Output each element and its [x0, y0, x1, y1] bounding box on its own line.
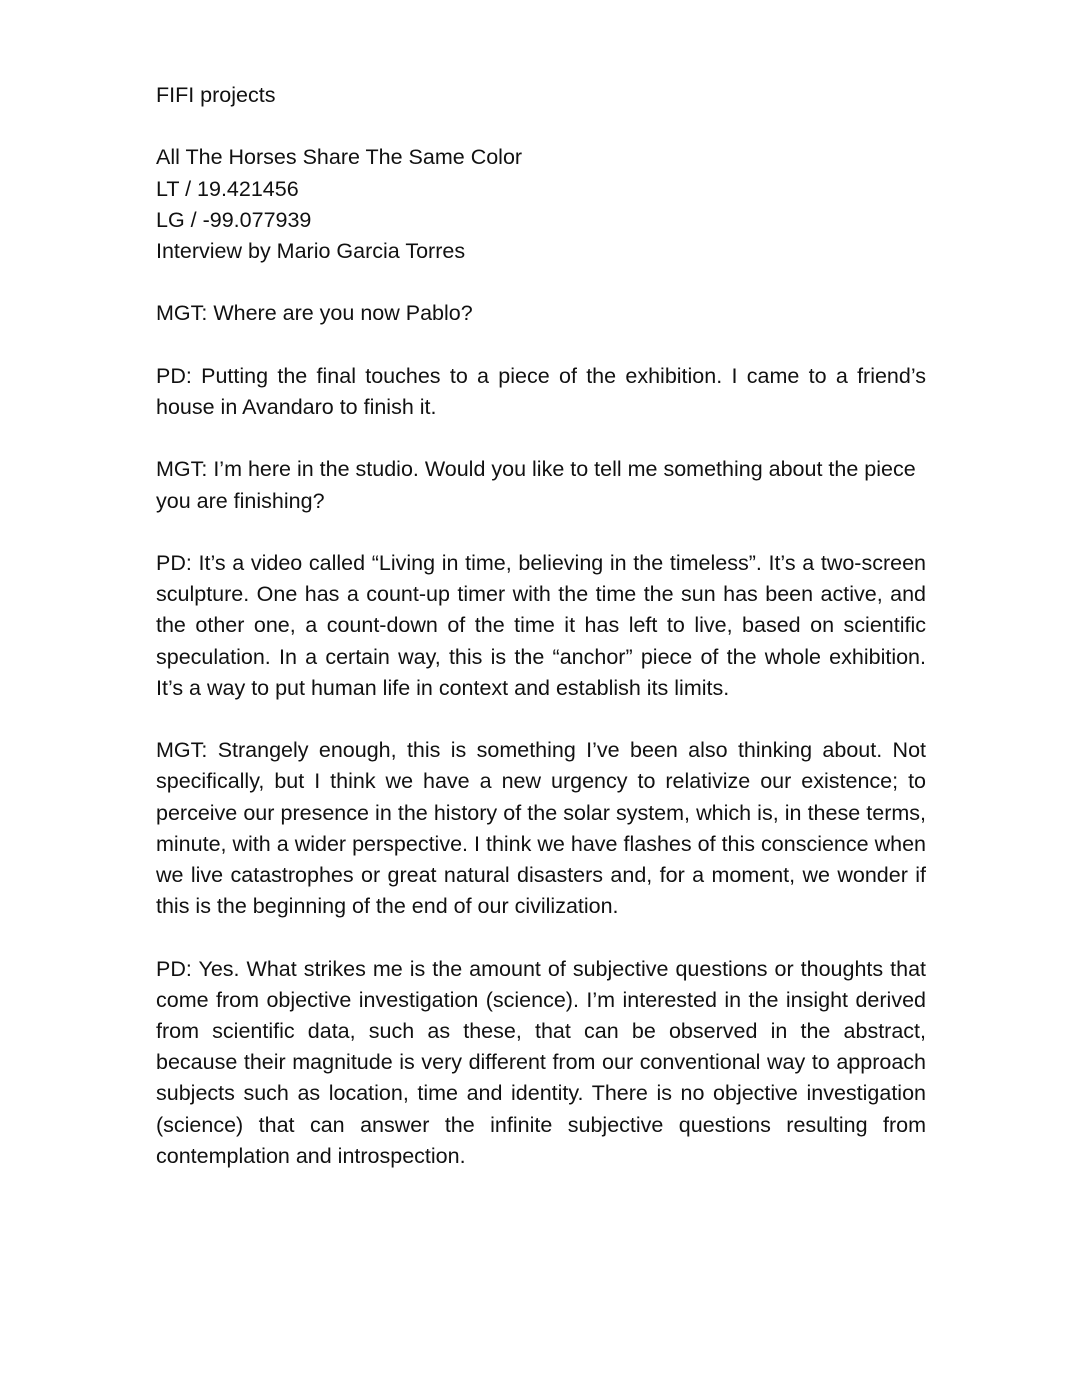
publisher-name: FIFI projects	[156, 83, 276, 107]
spacer	[156, 423, 926, 454]
answer-1: PD: Putting the final touches to a piece of the exhibition. I came to a friend’s house in Avandaro to finish it.	[156, 363, 926, 419]
spacer	[156, 704, 926, 735]
question-2: MGT: I’m here in the studio. Would you like to tell me something about the piece	[156, 457, 916, 482]
answer-2: PD: It’s a video called “Living in time, believing in the timeless”. It’s a two-screen sculpture. One has a count-up timer with the time the sun has been active, and the other one, a count-down of the time it has left to live, based on scientific speculation. In a certain way, this is the “anchor” piece of the whole exhibition. It’s a way to put human life in context and establish its limits.	[156, 550, 926, 700]
spacer	[156, 111, 926, 142]
question-3: MGT: Strangely enough, this is something I’ve been also thinking about. Not specifically, but I think we have a new urgency to relativize our existence; to perceive our presence in the history of the solar system, which is, in these terms, minute, with a wider perspective. I think we have flashes of this conscience when we live catastrophes or great natural disasters and, for a moment, we wonder if this is the beginning of the end of our civilization.	[156, 738, 926, 919]
question-1: MGT: Where are you now Pablo?	[156, 301, 473, 326]
spacer	[156, 517, 926, 548]
longitude-coordinate: LG / -99.077939	[156, 207, 312, 232]
question-2-continuation: you are finishing?	[156, 488, 325, 513]
spacer	[156, 922, 926, 953]
answer-3: PD: Yes. What strikes me is the amount of subjective questions or thoughts that come from objective investigation (science). I’m interested in the insight derived from scientific data, such as these, that can be observed in the abstract, because their magnitude is very different from our conventional way to approach subjects such as location, time and identity. There is no objective investigation (science) that can answer the infinite subjective questions resulting from contemplation and introspection.	[156, 956, 926, 1168]
byline: Interview by Mario Garcia Torres	[156, 239, 466, 263]
spacer	[156, 267, 926, 298]
document-title: All The Horses Share The Same Color	[156, 145, 523, 170]
latitude-coordinate: LT / 19.421456	[156, 176, 299, 201]
document-page	[156, 80, 926, 1172]
spacer	[156, 330, 926, 361]
document-header	[156, 142, 926, 267]
